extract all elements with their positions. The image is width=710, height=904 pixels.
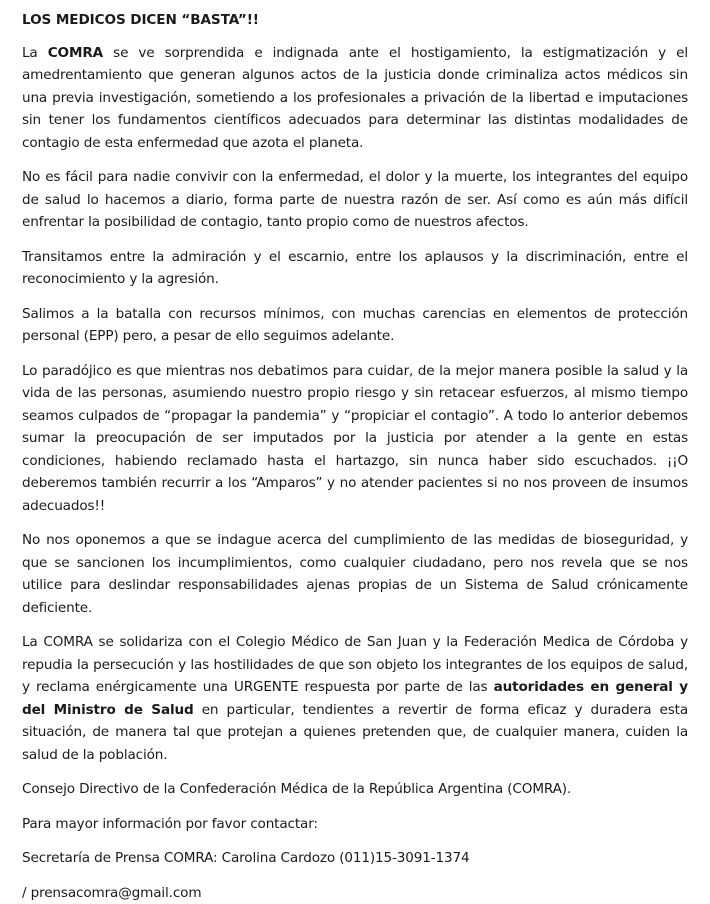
paragraph-solidarity-text-2: en particular, tendientes a revertir de forma eficaz y duradera esta situación, de manera tal que protejan a quienes pretenden que, de cualquier manera, cuiden la salud de la población. [22,702,688,763]
document-title: LOS MEDICOS DICEN “BASTA”!! [22,9,688,32]
paragraph-paradox: Lo paradójico es que mientras nos debatimos para cuidar, de la mejor manera posible la salud y la vida de las personas, asumiendo nuestro propio riesgo y sin retacear esfuerzos, al mismo tiempo seamos culpados de “propagar la pandemia” y “propiciar el contagio”. A todo lo anterior debemos sumar la preocupación de ser imputados por la justicia por atender a la gente en estas condiciones, habiendo reclamado hasta el hartazgo, sin nunca haber sido escuchados. ¡¡O deberemos también recurrir a los “Amparos” y no atender pacientes si no nos proveen de insumos adecuados!! [22,360,688,518]
contact-email: / prensacomra@gmail.com [22,882,688,904]
authorities-bold-text: autoridades en general y del Ministro de Salud [22,679,688,718]
signature-line: Consejo Directivo de la Confederación Médica de la República Argentina (COMRA). [22,778,688,801]
paragraph-illness: No es fácil para nadie convivir con la enfermedad, el dolor y la muerte, los integrantes del equipo de salud lo hacemos a diario, forma parte de nuestra razón de ser. Así como es aún más difícil enfrentar la posibilidad de contagio, tanto propio como de nuestros afectos. [22,166,688,234]
paragraph-intro-text: se ve sorprendida e indignada ante el hostigamiento, la estigmatización y el amedrentamiento que generan algunos actos de la justicia donde criminaliza actos médicos sin una previa investigación, sometiendo a los profesionales a privación de la libertad e imputaciones sin tener los fundamentos científicos adecuados para determinar las distintas modalidades de contagio de esta enfermedad que azota el planeta. [22,45,688,151]
paragraph-admiration: Transitamos entre la admiración y el escarnio, entre los aplausos y la discriminación, entre el reconocimiento y la agresión. [22,246,688,291]
paragraph-resources: Salimos a la batalla con recursos mínimos, con muchas carencias en elementos de protección personal (EPP) pero, a pesar de ello seguimos adelante. [22,303,688,348]
paragraph-intro-prefix: La [22,45,48,61]
comra-bold-name: COMRA [48,45,103,61]
contact-intro: Para mayor información por favor contactar: [22,813,688,836]
paragraph-solidarity-text-1: La COMRA se solidariza con el Colegio Médico de San Juan y la Federación Medica de Córdoba y repudia la persecución y las hostilidades de que son objeto los integrantes de los equipos de salud, y reclama enérgicamente una URGENTE respuesta por parte de las [22,634,688,695]
press-release-document [22,9,688,904]
paragraph-solidarity [22,631,688,766]
contact-phone: Secretaría de Prensa COMRA: Carolina Cardozo (011)15-3091-1374 [22,847,688,870]
paragraph-intro [22,42,688,155]
paragraph-biosecurity: No nos oponemos a que se indague acerca del cumplimiento de las medidas de bioseguridad, y que se sancionen los incumplimientos, como cualquier ciudadano, pero nos revela que se nos utilice para deslindar responsabilidades ajenas propias de un Sistema de Salud crónicamente deficiente. [22,529,688,619]
